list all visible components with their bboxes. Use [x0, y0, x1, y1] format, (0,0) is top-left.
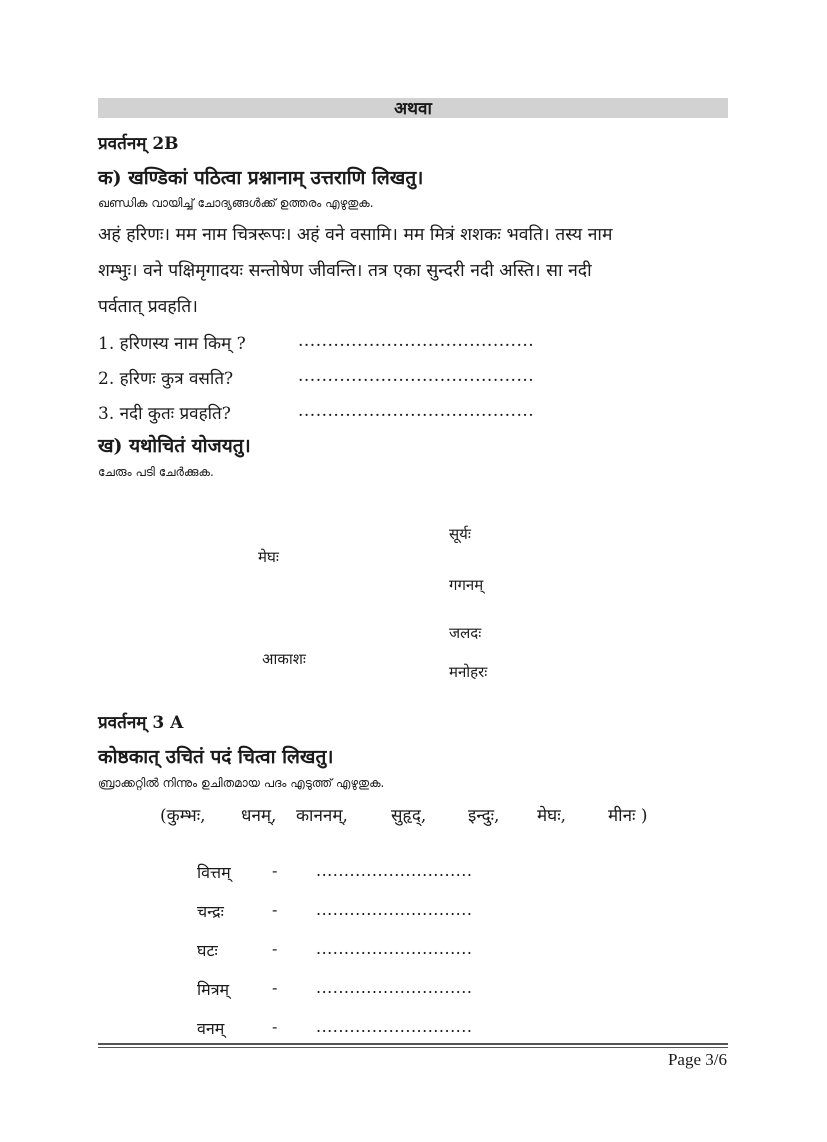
- match-left-item: आकाशः: [262, 650, 306, 668]
- match-right-item: सूर्यः: [449, 525, 471, 543]
- match-title: ख) यथोचितं योजयतु।: [98, 435, 251, 457]
- match-left-item: मेघः: [258, 548, 279, 566]
- footer-rule: [98, 1043, 728, 1045]
- bracket-task-note: ബ്രാക്കറ്റിൽ നിന്നും ഉചിതമായ പദം എടുത്ത് എഴുതുക.: [98, 776, 385, 790]
- bracket-word: मीनः ): [608, 806, 648, 826]
- bracket-word: धनम्,: [241, 806, 277, 826]
- passage-question-note: ഖണ്ഡിക വായിച്ച് ചോദ്യങ്ങൾക്ക് ഉത്തരം എഴുതുക.: [98, 196, 374, 210]
- fill-item: चन्द्रः: [197, 902, 224, 921]
- fill-item: वनम्: [197, 1019, 225, 1038]
- answer-blank-2[interactable]: ........................................: [298, 366, 535, 386]
- match-right-item: मनोहरः: [449, 663, 488, 681]
- fill-dash: -: [272, 861, 278, 880]
- bracket-word: सुहृद्,: [391, 806, 427, 826]
- fill-item: वित्तम्: [197, 863, 231, 882]
- question-3: 3. नदी कुतः प्रवहति?: [98, 404, 231, 424]
- page-number: Page 3/6: [667, 1050, 727, 1069]
- fill-blank[interactable]: ............................: [316, 939, 473, 958]
- footer-rule: [98, 1047, 728, 1048]
- fill-blank[interactable]: ............................: [316, 978, 473, 997]
- fill-dash: -: [272, 1017, 278, 1036]
- fill-blank[interactable]: ............................: [316, 861, 473, 880]
- fill-blank[interactable]: ............................: [316, 900, 473, 919]
- passage-line: पर्वतात् प्रवहति।: [98, 297, 198, 317]
- fill-dash: -: [272, 978, 278, 997]
- fill-item: मित्रम्: [197, 980, 230, 999]
- passage-question-title: क) खण्डिकां पठित्वा प्रश्नानाम् उत्तराणि लिखतु।: [98, 167, 424, 189]
- bracket-word: काननम्,: [296, 806, 348, 826]
- fill-item: घटः: [197, 941, 218, 960]
- bracket-task-title: कोष्ठकात् उचितं पदं चित्वा लिखतु।: [98, 746, 334, 768]
- fill-dash: -: [272, 939, 278, 958]
- section-3a-title: प्रवर्तनम् 3 A: [98, 713, 184, 733]
- question-2: 2. हरिणः कुत्र वसति?: [98, 369, 234, 389]
- or-heading: अथवा: [394, 99, 432, 119]
- match-right-item: गगनम्: [449, 576, 484, 594]
- bracket-word: इन्दुः,: [468, 806, 500, 826]
- bracket-word: मेघः,: [537, 806, 567, 826]
- answer-blank-1[interactable]: ........................................: [298, 331, 535, 351]
- passage-line: शम्भुः। वने पक्षिमृगादयः सन्तोषेण जीवन्ति। तत्र एका सुन्दरी नदी अस्ति। सा नदी: [98, 261, 592, 281]
- fill-dash: -: [272, 900, 278, 919]
- match-note: ചേരും പടി ചേർക്കുക.: [98, 465, 214, 479]
- bracket-word: (कुम्भः,: [160, 806, 206, 826]
- question-1: 1. हरिणस्य नाम किम् ?: [98, 334, 246, 354]
- match-right-item: जलदः: [449, 624, 482, 642]
- passage-line: अहं हरिणः। मम नाम चित्ररूपः। अहं वने वसामि। मम मित्रं शशकः भवति। तस्य नाम: [98, 225, 613, 245]
- fill-blank[interactable]: ............................: [316, 1017, 473, 1036]
- answer-blank-3[interactable]: ........................................: [298, 401, 535, 421]
- section-2b-title: प्रवर्तनम् 2B: [98, 134, 179, 154]
